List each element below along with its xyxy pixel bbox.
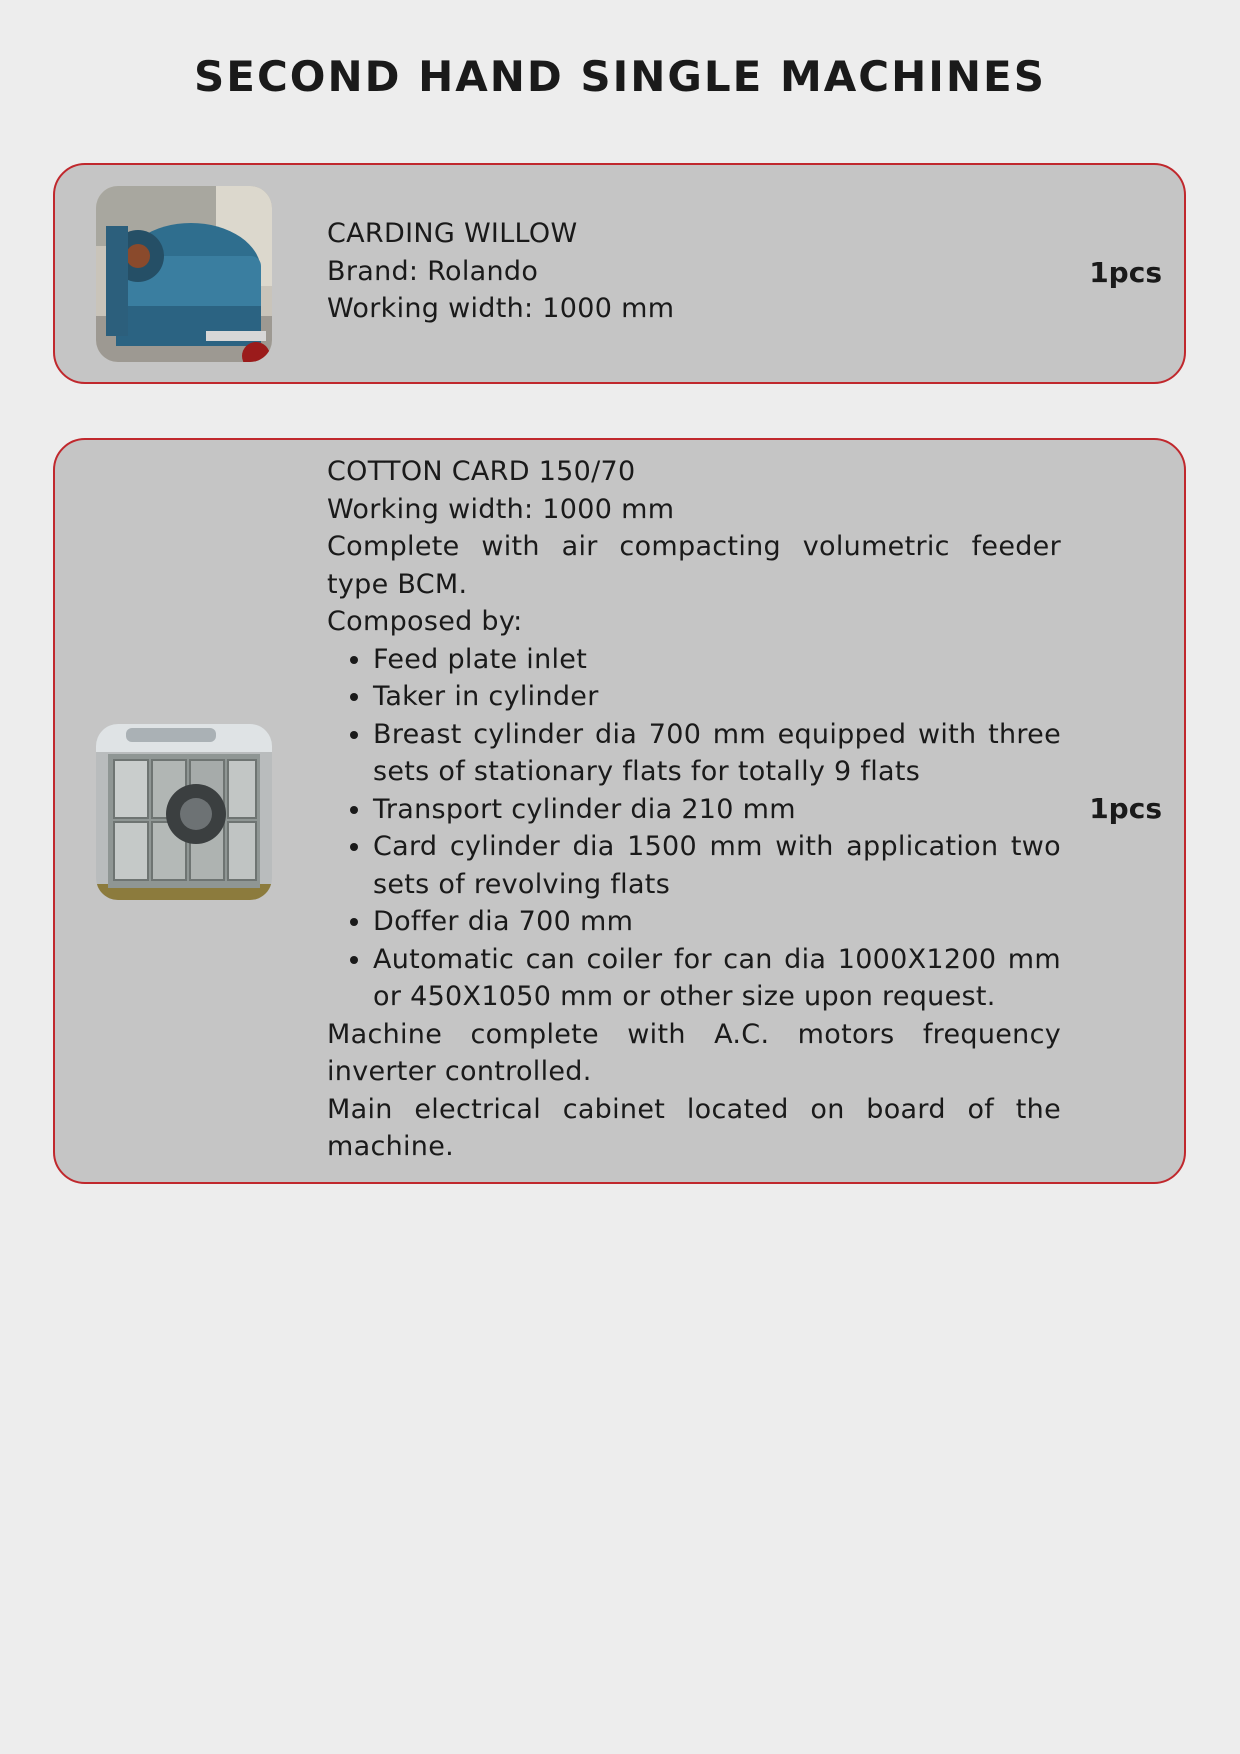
cotton-card-component-list [327,641,1061,1016]
cotton-card-title: COTTON CARD 150/70 [327,456,636,487]
list-item: • Transport cylinder dia 210 mm [373,791,1061,829]
carding-willow-description [327,215,1061,328]
machine-card-carding-willow [53,163,1186,384]
cotton-card-cabinet: Main electrical cabinet located on board of the machine. [327,1093,1061,1162]
carding-willow-quantity: 1pcs [1089,256,1162,289]
cotton-card-quantity: 1pcs [1089,792,1162,825]
carding-willow-brand: Brand: Rolando [327,255,539,287]
cotton-card-description [327,453,1061,1166]
cotton-card-composed-label: Composed by: [327,606,523,637]
cotton-card-photo-icon [96,724,272,900]
list-item: • Breast cylinder dia 700 mm equipped with three sets of stationary flats for totally 9 flats [373,716,1061,791]
list-item: • Taker in cylinder [373,678,1061,716]
list-item: • Doffer dia 700 mm [373,903,1061,941]
list-item: • Feed plate inlet [373,641,1061,679]
carding-willow-photo-icon [96,186,272,362]
list-item: • Card cylinder dia 1500 mm with application two sets of revolving flats [373,828,1061,903]
cotton-card-motors: Machine complete with A.C. motors frequency inverter controlled. [327,1018,1061,1087]
carding-willow-width: Working width: 1000 mm [327,293,675,324]
cotton-card-feeder: Complete with air compacting volumetric feeder type BCM. [327,531,1061,600]
list-item: • Automatic can coiler for can dia 1000X1200 mm or 450X1050 mm or other size upon request. [373,941,1061,1016]
carding-willow-title: CARDING WILLOW [327,218,578,249]
cotton-card-width: Working width: 1000 mm [327,493,675,525]
machine-card-cotton-card [53,438,1186,1184]
page-title: SECOND HAND SINGLE MACHINES [194,52,1046,101]
